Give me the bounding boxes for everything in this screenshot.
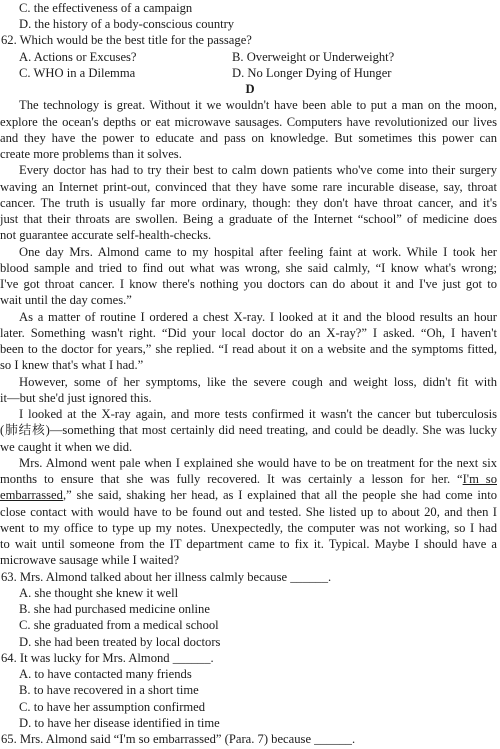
p3-line-1: One day Mrs. Almond came to my hospital after feeling faint at work. While I took her [19,244,497,259]
q64-option-d: D. to have her disease identified in time [19,715,220,730]
q62-option-d: D. No Longer Dying of Hunger [232,65,392,80]
p7-line-2-text: months to ensure that she was fully recovered. It was certainly a lesson for her. “ [0,472,463,487]
q62-stem: 62. Which would be the best title for the passage? [1,33,252,48]
q61-option-c: C. the effectiveness of a campaign [19,1,193,15]
p4-line-3: been to the doctor for years,” she replied. “I read about it on a website and the symptoms fitted, [0,342,497,357]
p7-line-6: to wait until someone from the IT department came to fix it. Typical. Maybe I should have a [0,537,497,552]
p1-line-4: create more problems than it solves. [0,147,182,162]
p7-line-7: microwave sausage while I waited? [0,553,180,568]
p3-line-3: I've got throat cancer. I know there's nothing you doctors can do about it and I've just got to [0,277,497,292]
p6-line-2: (肺结核)—something that most certainly did need treating, and could be deadly. She was lucky [0,423,497,438]
p6-line-1: I looked at the X-ray again, and more tests confirmed it wasn't the cancer but tuberculosis [19,407,497,422]
q64-option-b: B. to have recovered in a short time [19,683,199,698]
q63-option-b: B. she had purchased medicine online [19,602,210,617]
p6-line-3: we caught it when we did. [0,439,133,454]
p5-line-1: However, some of her symptoms, like the severe cough and weight loss, didn't fit with [19,374,497,389]
p2-line-5: not guarantee accurate self-health-checks. [0,228,212,243]
p2-line-4: just that their throats are swollen. Being a graduate of the Internet “school” of medicine does [0,212,497,227]
p1-line-2: explore the ocean's depths or eat microwave sausages. Computers have revolutionized our lives [0,114,497,129]
q63-option-a: A. she thought she knew it well [19,585,179,600]
p3-line-2: blood sample and tried to find out what was wrong, she said calmly, “I know what's wrong; [0,260,497,275]
quoted-underline-part2: embarrassed [0,488,63,503]
quoted-underline-part1: I'm so [462,472,497,487]
q62-option-b: B. Overweight or Underweight? [232,49,395,64]
section-heading: D [245,82,255,97]
q63-stem: 63. Mrs. Almond talked about her illness calmly because ______. [1,569,332,584]
q62-option-a: A. Actions or Excuses? [19,49,137,64]
p7-line-4: close contact with would have to be found out and tested. She listed up to about 20, and then I [0,504,497,519]
q65-stem: 65. Mrs. Almond said “I'm so embarrassed” (Para. 7) because ______. [1,732,356,746]
p2-line-2: waving an Internet print-out, convinced that they have some rare incurable disease, say, throat [0,179,497,194]
p7-line-3-text: ,” she said, shaking her head, as I explained that all the people she had come into [62,488,497,503]
p4-line-2: later. Something wasn't right. “Did your local doctor do an X-ray?” I asked. “Oh, I haven't [0,325,497,340]
p1-line-1: The technology is great. Without it we wouldn't have been able to put a man on the moon, [19,98,497,113]
p7-line-5: went to my office to type up my notes. Unexpectedly, the computer was not working, so I had [0,520,497,535]
p5-line-2: it—but she'd just ignored this. [0,390,152,405]
q62-option-c: C. WHO in a Dilemma [19,65,136,80]
p4-line-4: so I knew that's what I had.” [0,358,144,373]
p3-line-4: wait until the day comes.” [0,293,132,308]
q63-option-d: D. she had been treated by local doctors [19,634,221,649]
q64-option-a: A. to have contacted many friends [19,667,192,682]
p2-line-1: Every doctor has had to try their best to calm down patients who've come into their surgery [19,163,497,178]
q61-option-d: D. the history of a body-conscious country [19,17,235,32]
q64-stem: 64. It was lucky for Mrs. Almond ______. [1,650,214,665]
p7-line-1: Mrs. Almond went pale when I explained she would have to be on treatment for the next six [19,455,497,470]
p2-line-3: cancer. The truth is usually far more ordinary, though: they don't have throat cancer, and it's [0,195,497,210]
q64-option-c: C. to have her assumption confirmed [19,699,206,714]
q63-option-c: C. she graduated from a medical school [19,618,219,633]
p4-line-1: As a matter of routine I ordered a chest X-ray. I looked at it and the blood results an hour [19,309,497,324]
p1-line-3: and they have the power to educate and pass on knowledge. But sometimes this power can [0,130,497,145]
